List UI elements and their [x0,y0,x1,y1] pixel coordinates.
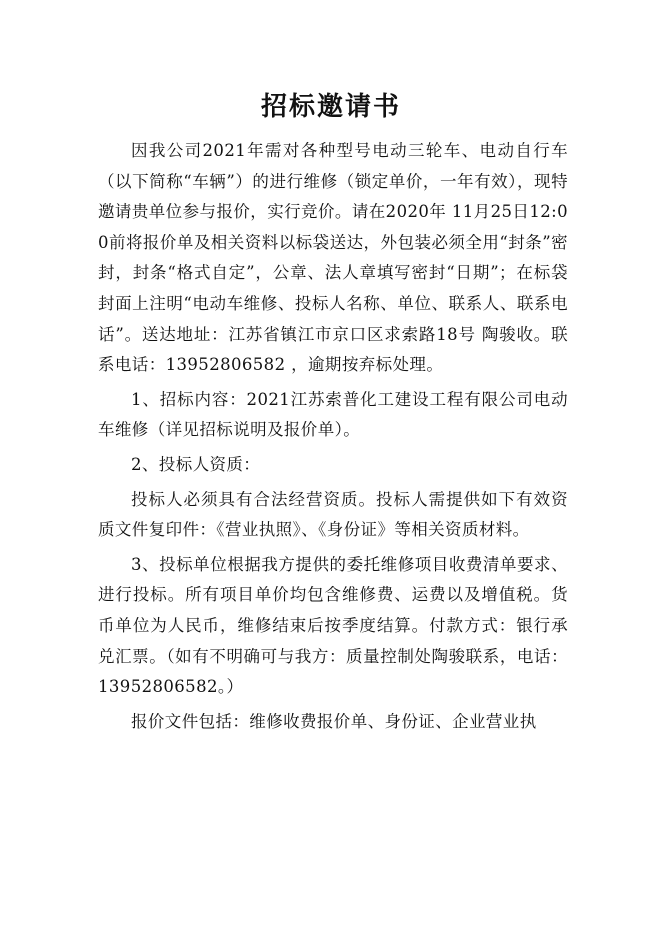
paragraph-quote-documents: 报价文件包括：维修收费报价单、身份证、企业营业执 [131,711,537,731]
paragraph-bid-content: 1、招标内容：2021江苏索普化工建设工程有限公司电动车维修（详见招标说明及报价单）。 [98,389,568,440]
paragraph-invitation: 因我公司2021年需对各种型号电动三轮车、电动自行车（以下简称“车辆”）的进行维修（锁定单价，一年有效），现特邀请贵单位参与报价，实行竞价。请在2020年 11月25日12:00前将报价单及相关资料以标袋送达，外包装必须全用“封条”密封，封条“格式自定”，公章、法人章填写密封“日期”；在标袋封面上注明“电动车维修、投标人名称、单位、联系人、联系电话”。送达地址：江苏省镇江市京口区求索路18号 陶骏收。联系电话：13952806582 ，逾期按弃标处理。 [98,141,568,375]
document-title: 招标邀请书 [260,92,401,122]
paragraph-qualification-detail: 投标人必须具有合法经营资质。投标人需提供如下有效资质文件复印件：《营业执照》、《身份证》等相关资质材料。 [98,489,568,540]
paragraph-qualification-heading: 2、投标人资质： [131,454,261,474]
document-body [98,136,568,741]
paragraph-bidding-terms: 3、投标单位根据我方提供的委托维修项目收费清单要求、进行投标。所有项目单价均包含维修费、运费以及增值税。货币单位为人民币，维修结束后按季度结算。付款方式：银行承兑汇票。（如有不明确可与我方：质量控制处陶骏联系，电话：13952806582。） [98,554,568,697]
